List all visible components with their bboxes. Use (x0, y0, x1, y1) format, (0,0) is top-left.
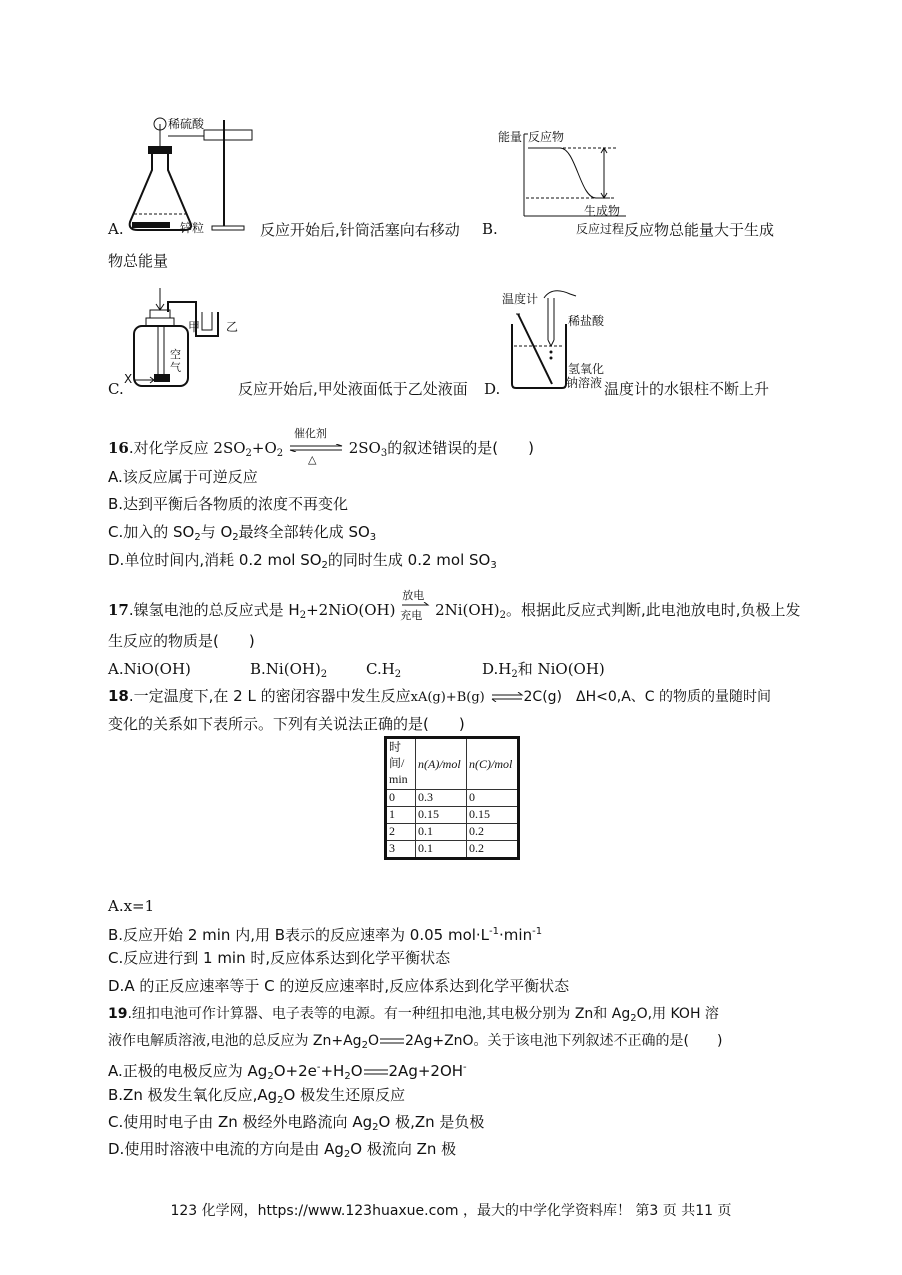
fig-c-air-label: 空气 (170, 348, 181, 374)
q19-option-b: B.Zn 极发生氧化反应$,Ag_2O$ 极发生还原反应 (108, 1086, 406, 1106)
option-b-text-cont: 物总能量 (108, 252, 169, 270)
table-header-row (386, 738, 519, 790)
q17-stem: 17.镍氢电池的总反应式是 $H_2+2NiO(OH)$ 放电 充电 $2Ni(OH)_2$。根据此反应式判断,此电池放电时,负极上发 (108, 600, 801, 626)
fig-b-product-label: 生成物 (584, 204, 621, 218)
q18-option-d: D.A 的正反应速率等于 C 的逆反应速率时,反应体系达到化学平衡状态 (108, 977, 570, 995)
q18-option-c: C.反应进行到 1 min 时,反应体系达到化学平衡状态 (108, 949, 451, 967)
q16-option-c: C.加入的 $SO_2$与 $O_2$最终全部转化成 $SO_3$ (108, 523, 377, 543)
table-row: 2 0.1 0.2 (386, 824, 519, 841)
option-b-label: B. (482, 220, 498, 238)
option-b-text: 反应物总能量大于生成 (624, 221, 775, 239)
q19-option-d: D.使用时溶液中电流的方向是由 $Ag_2O$ 极流向 Zn 极 (108, 1140, 457, 1160)
q19-number: 19 (108, 1006, 128, 1022)
fig-d-thermo-label: 温度计 (502, 292, 539, 306)
table-row: 0 0.3 0 (386, 790, 519, 807)
q19-option-a: A.正极的电极反应为 $Ag_2O+2e^-+H_2O$ 2Ag+2OH- (108, 1062, 467, 1082)
option-c-text: 反应开始后,甲处液面低于乙处液面 (238, 380, 468, 398)
q18-number: 18 (108, 687, 129, 705)
q17-number: 17 (108, 601, 129, 619)
q16-option-a: A.该反应属于可逆反应 (108, 468, 258, 486)
q19-stem-line2: 液作电解质溶液,电池的总反应为 $Zn+Ag_2O$ 2Ag+ZnO。关于该电池下列叙述不正确的是( ) (108, 1033, 723, 1051)
q19-stem: 19.纽扣电池可作计算器、电子表等的电源。有一种纽扣电池,其电极分别为 Zn和 $Ag_2O$,用 KOH 溶 (108, 1006, 719, 1024)
q18-equilibrium-arrow (490, 692, 524, 702)
fig-c-jia-label: 甲 (188, 320, 201, 334)
option-d-text: 温度计的水银柱不断上升 (604, 380, 770, 398)
table-header-cell: n(A)/mol (416, 738, 467, 790)
q16-option-d: D.单位时间内,消耗 0.2 mol $SO_2$的同时生成 0.2 mol $SO_3$ (108, 551, 497, 571)
option-c-label: C. (108, 380, 124, 398)
option-d-label: D. (484, 380, 501, 398)
q18-option-a: A.x=1 (108, 897, 155, 915)
q17-charge-label: 充电 (400, 609, 423, 622)
q18-option-b: B.反应开始 2 min 内,用 B表示的反应速率为 0.05 $mol\cdot L^{-1}\cdot\min^{-1}$ (108, 926, 543, 944)
q16-heat-label: △ (307, 453, 317, 466)
q17-discharge-label: 放电 (402, 589, 425, 602)
fig-b-reactant-label: 反应物 (528, 130, 565, 144)
fig-c-yi-label: 乙 (226, 320, 239, 334)
table-header-cell: 时间/min (386, 738, 416, 790)
q17-option-a: A.NiO(OH) (108, 660, 191, 678)
q16-option-b: B.达到平衡后各物质的浓度不再变化 (108, 495, 349, 513)
q17-option-b: $B.Ni(OH)_2$ (250, 660, 328, 680)
table-row: 3 0.1 0.2 (386, 841, 519, 859)
fig-a-acid-label: 稀硫酸 (168, 117, 205, 131)
table-row: 1 0.15 0.15 (386, 807, 519, 824)
option-a-text: 反应开始后,针筒活塞向右移动 (260, 221, 460, 239)
fig-d-hcl-label: 稀盐酸 (568, 314, 605, 328)
fig-b-xlabel: 反应过程 (576, 222, 625, 236)
fig-d-naoh-label-1: 氢氧化 (568, 362, 605, 376)
q17-option-c: $C.H_2$ (366, 660, 402, 680)
fig-b-energy-label: 能量 (498, 130, 523, 144)
option-a-label: A. (108, 220, 124, 238)
page-footer: 123 化学网，https://www.123huaxue.com ，最大的中学化学资料库！ 第3 页 共11 页 (170, 1203, 732, 1219)
figure-c-apparatus (124, 284, 239, 392)
q16-catalyst-label: 催化剂 (293, 427, 327, 440)
q17-arrow (400, 589, 430, 622)
q17-stem-line2: 生反应的物质是( ) (108, 632, 255, 650)
q17-option-d: $D.H_2$和 NiO(OH) (482, 660, 605, 680)
fig-c-x-label: X (124, 372, 133, 386)
q16-number: 16 (108, 439, 129, 457)
fig-a-zinc-label: 锌粒 (180, 221, 205, 235)
q19-option-c: C.使用时电子由 Zn 极经外电路流向 $Ag_2O$ 极,Zn 是负极 (108, 1113, 485, 1133)
q16-stem: 16.对化学反应 $2SO_2+O_2$ 催化剂 △ $2SO_3$的叙述错误的是( ) (108, 438, 534, 464)
q16-reversible-arrow (288, 427, 344, 466)
q18-data-table (384, 736, 520, 860)
fig-d-naoh-label-2: 钠溶液 (566, 376, 603, 390)
table-header-cell: n(C)/mol (467, 738, 519, 790)
q18-stem: 18.一定温度下,在 2 L 的密闭容器中发生反应xA(g)+B(g) 2C(g) ΔH<0,A、C 的物质的量随时间 (108, 687, 772, 705)
q18-stem-line2: 变化的关系如下表所示。下列有关说法正确的是( ) (108, 715, 465, 733)
